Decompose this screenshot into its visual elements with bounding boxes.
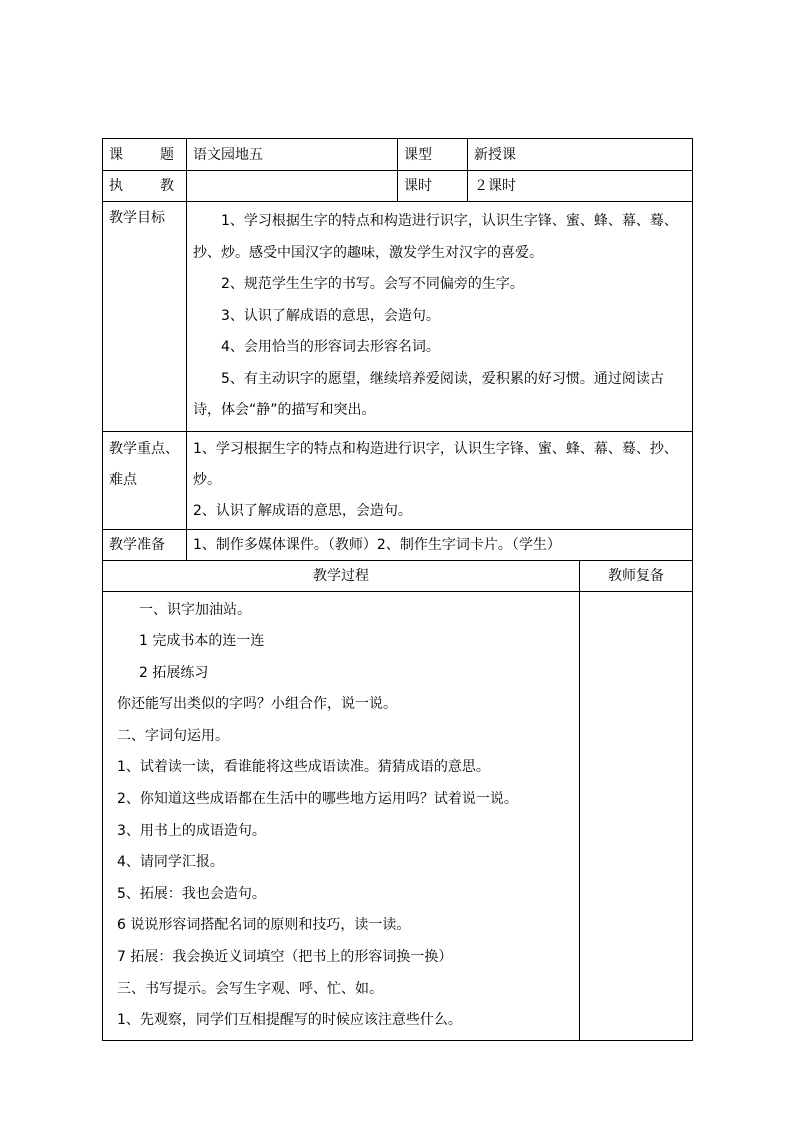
process-line: 2、你知道这些成语都在生活中的哪些地方运用吗？试着说一说。	[117, 791, 518, 808]
goals-label: 教学目标	[103, 202, 187, 432]
notes-header: 教师复备	[580, 560, 693, 591]
process-line: 5、拓展：我也会造句。	[117, 885, 266, 902]
notes-content	[580, 591, 693, 1040]
key-point-item: 1、学习根据生字的特点和构造进行识字，认识生字锋、蜜、蜂、幕、蓦、抄、炒。	[193, 440, 678, 488]
teacher-row	[103, 171, 693, 202]
teacher-value	[187, 171, 398, 202]
process-line: 2 拓展练习	[139, 664, 209, 681]
goals-content	[187, 202, 693, 432]
process-line: 1 完成书本的连一连	[139, 633, 265, 650]
goals-row	[103, 202, 693, 432]
process-content	[103, 591, 580, 1040]
hours-label: 课时	[398, 171, 468, 202]
process-line: 4、请同学汇报。	[117, 854, 224, 871]
process-row	[103, 591, 693, 1040]
preparation-row	[103, 529, 693, 560]
process-header: 教学过程	[103, 560, 580, 591]
goal-item: 2、规范学生生字的书写。会写不同偏旁的生字。	[221, 276, 524, 292]
goal-item: 5、有主动识字的愿望，继续培养爱阅读，爱积累的好习惯。通过阅读古诗，体会“静”的描写和突出。	[193, 370, 664, 418]
key-points-label: 教学重点、 难点	[103, 431, 187, 529]
goal-item: 1、学习根据生字的特点和构造进行识字，认识生字锋、蜜、蜂、幕、蓦、抄、炒。感受中国汉字的趣味，激发学生对汉字的喜爱。	[193, 213, 678, 261]
process-line: 一、识字加油站。	[139, 601, 251, 618]
process-line: 6 说说形容词搭配名词的原则和技巧，读一读。	[117, 917, 411, 934]
preparation-label: 教学准备	[103, 529, 187, 560]
process-line: 三、书写提示。会写生字观、呼、忙、如。	[117, 980, 383, 997]
process-line: 你还能写出类似的字吗？小组合作，说一说。	[117, 696, 397, 713]
process-line: 1、先观察，同学们互相提醒写的时候应该注意些什么。	[117, 1012, 462, 1029]
process-line: 二、字词句运用。	[117, 727, 229, 744]
key-points-row	[103, 431, 693, 529]
key-points-content	[187, 431, 693, 529]
teacher-label: 执 教	[103, 171, 187, 202]
type-label: 课型	[398, 139, 468, 171]
goal-item: 3、认识了解成语的意思，会造句。	[221, 307, 440, 324]
preparation-value: 1、制作多媒体课件。（教师）2、制作生字词卡片。（学生）	[187, 529, 693, 560]
type-value: 新授课	[468, 139, 693, 171]
process-line: 7 拓展：我会换近义词填空（把书上的形容词换一换）	[117, 949, 453, 966]
lesson-plan-table	[102, 138, 693, 1041]
process-line: 3、用书上的成语造句。	[117, 822, 266, 839]
goal-item: 4、会用恰当的形容词去形容名词。	[221, 339, 440, 355]
process-header-row	[103, 560, 693, 591]
topic-label: 课 题	[103, 139, 187, 171]
process-line: 1、试着读一读，看谁能将这些成语读准。猜猜成语的意思。	[117, 759, 490, 776]
topic-value: 语文园地五	[187, 139, 398, 171]
key-point-item: 2、认识了解成语的意思，会造句。	[193, 502, 412, 519]
topic-row	[103, 139, 693, 171]
hours-value: ２课时	[468, 171, 693, 202]
